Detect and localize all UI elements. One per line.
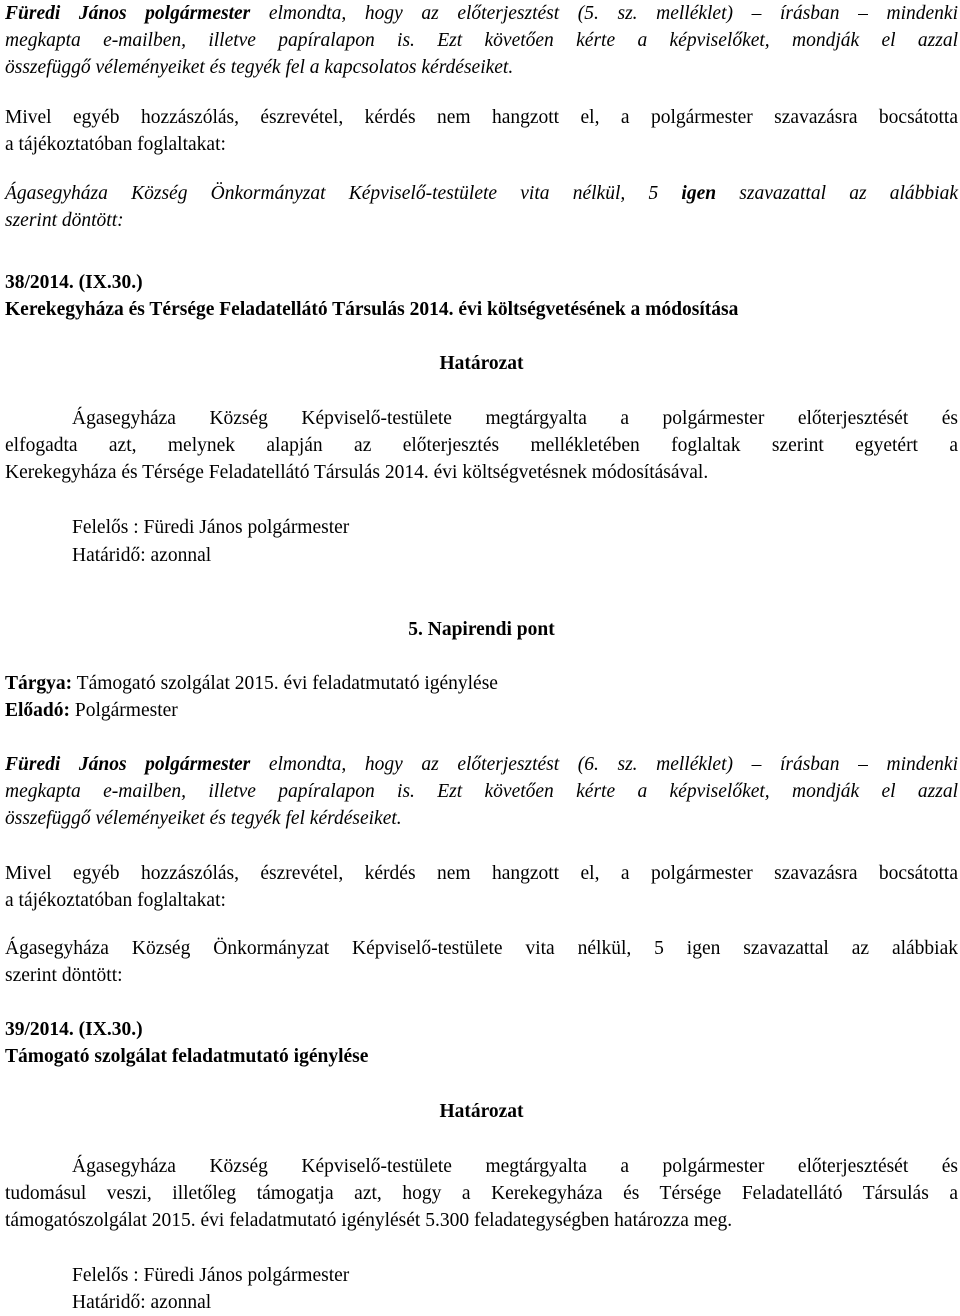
resolution-number: 38/2014. (IX.30.) <box>5 272 143 293</box>
subject-line: Tárgya: Támogató szolgálat 2015. évi feladatmutató igénylése <box>5 673 498 694</box>
resolution-title: Kerekegyháza és Térsége Feladatellátó Társulás 2014. évi költségvetésének a módosítása <box>5 299 739 320</box>
resolution-38 <box>5 269 958 323</box>
resolution-body-38: Ágasegyháza Község Képviselő-testülete megtárgyalta a polgármester előterjesztését és elfogadta azt, melynek alapján az előterjesztés mellékletében foglaltak szerint egyetért a Kerekegyháza és Térsége Feladatellátó Társulás 2014. évi költségvetésnek módosításával. <box>5 408 958 483</box>
resolution-heading: Határozat <box>439 353 524 374</box>
resolution-body-39: Ágasegyháza Község Képviselő-testülete megtárgyalta a polgármester előterjesztését és tudomásul veszi, illetőleg támogatja azt, hogy a Kerekegyháza és Térsége Feladatellátó Társulás a támogatószolgálat 2015. évi feladatmutató igénylését 5.300 feladategységben határozza meg. <box>5 1156 958 1231</box>
resolution-number: 39/2014. (IX.30.) <box>5 1019 143 1040</box>
resolution-title: Támogató szolgálat feladatmutató igénylése <box>5 1046 369 1067</box>
agenda-meta <box>5 670 958 724</box>
intro-line-1: Füredi János polgármester elmondta, hogy az előterjesztést (5. sz. melléklet) – írásban – mindenki <box>5 3 958 24</box>
speaker-name: Füredi János polgármester <box>5 3 251 24</box>
responsible-38: Felelős : Füredi János polgármester <box>72 517 350 538</box>
intro-line-2: megkapta e-mailben, illetve papíralapon is. Ezt követően kérte a képviselőket, mondják el azzal <box>5 30 958 51</box>
presenter-line: Előadó: Polgármester <box>5 700 178 721</box>
intro-paragraph-item5: Füredi János polgármester elmondta, hogy az előterjesztést (6. sz. melléklet) – írásban – mindenki megkapta e-mailben, illetve papíralapon is. Ezt követően kérte a képviselőket, mondják el azzal összefüggő véleményeiket és tegyék fel kérdéseiket. <box>5 754 958 829</box>
speaker-name: Füredi János polgármester <box>5 754 251 775</box>
intro-line-3: összefüggő véleményeiket és tegyék fel a kapcsolatos kérdéseiket. <box>5 57 514 78</box>
intro-paragraph-item4 <box>5 0 958 81</box>
resolution-heading: Határozat <box>439 1101 524 1122</box>
responsible-39: Felelős : Füredi János polgármester <box>72 1265 350 1286</box>
agenda-heading: 5. Napirendi pont <box>408 619 555 640</box>
deadline-38: Határidő: azonnal <box>72 545 212 566</box>
deadline-39: Határidő: azonnal <box>72 1292 212 1313</box>
resolution-39 <box>5 1016 958 1070</box>
vote-result-item4: Ágasegyháza Község Önkormányzat Képviselő-testülete vita nélkül, 5 igen szavazattal az alábbiak szerint döntött: <box>5 183 958 231</box>
vote-intro-paragraph-item5: Mivel egyéb hozzászólás, észrevétel, kérdés nem hangzott el, a polgármester szavazásra bocsátotta a tájékoztatóban foglaltakat: <box>5 863 958 911</box>
vote-intro-paragraph-item4: Mivel egyéb hozzászólás, észrevétel, kérdés nem hangzott el, a polgármester szavazásra bocsátotta a tájékoztatóban foglaltakat: <box>5 107 958 155</box>
vote-result-item5: Ágasegyháza Község Önkormányzat Képviselő-testülete vita nélkül, 5 igen szavazattal az alábbiak szerint döntött: <box>5 938 958 986</box>
